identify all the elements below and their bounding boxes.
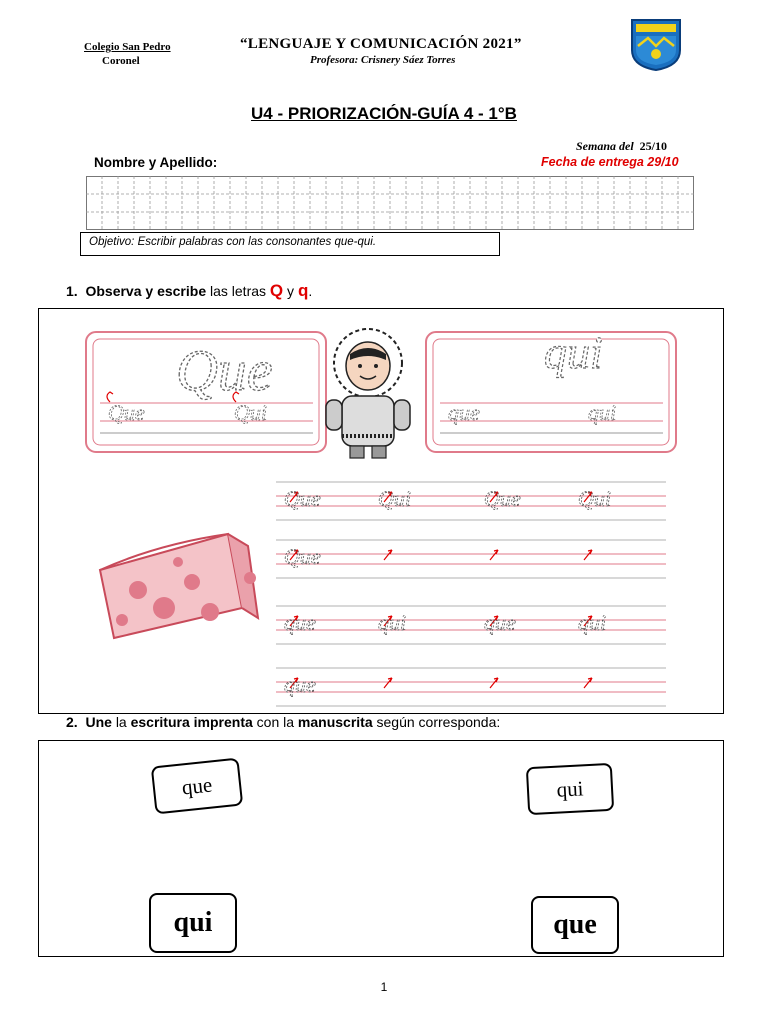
practice-word: Que: [284, 486, 321, 511]
practice-word: qui: [378, 610, 407, 635]
school-line-2: Coronel: [102, 55, 140, 67]
name-writing-grid[interactable]: [86, 176, 694, 230]
card-print-qui[interactable]: qui: [526, 763, 614, 815]
week-value: 25/10: [639, 139, 668, 153]
small-upper-qui: Qui: [234, 400, 267, 425]
practice-word: Qui: [378, 486, 411, 511]
eskimo-child-icon: [326, 329, 410, 458]
practice-word: Qui: [578, 486, 611, 511]
page-title: U4 - PRIORIZACIÓN-GUÍA 4 - 1°B: [251, 104, 517, 123]
cheese-icon: [100, 534, 258, 638]
q1-end: .: [308, 283, 313, 299]
q2-bold-1: Une: [85, 714, 112, 730]
card-script-qui[interactable]: qui: [149, 893, 237, 953]
question-2: [66, 714, 500, 730]
teacher-name: Profesora: Crisnery Sáez Torres: [310, 54, 456, 66]
q2-text-1: la: [115, 714, 127, 730]
q2-text-3: según corresponda:: [376, 714, 501, 730]
q1-letter-upper: Q: [269, 281, 284, 300]
q1-number: 1.: [66, 283, 78, 299]
practice-word: que: [284, 610, 316, 635]
q1-letter-lower: q: [297, 281, 309, 300]
exercise-2-box: [38, 740, 724, 957]
practice-word: qui: [578, 610, 607, 635]
page-number: 1: [380, 980, 388, 994]
question-1: [66, 281, 312, 301]
school-line-1: Colegio San Pedro: [84, 41, 171, 53]
q1-bold: Observa y escribe: [85, 283, 207, 299]
school-name: [84, 40, 171, 68]
q1-text: las letras: [210, 283, 267, 299]
practice-rows[interactable]: [276, 482, 666, 706]
q2-number: 2.: [66, 714, 78, 730]
card-print-que[interactable]: que: [151, 758, 244, 815]
practice-word: que: [284, 672, 316, 697]
small-lower-que: que: [448, 400, 480, 425]
practice-word: Que: [484, 486, 521, 511]
week-label: [576, 139, 667, 154]
exercise-1-box: [38, 308, 724, 714]
small-upper-que: Que: [108, 400, 145, 425]
practice-word: Que: [284, 544, 321, 569]
q2-bold-3: manuscrita: [297, 714, 373, 730]
name-label: Nombre y Apellido:: [94, 155, 218, 170]
q1-and: y: [287, 283, 295, 299]
practice-word: que: [484, 610, 516, 635]
big-lower-qui: qui: [544, 327, 603, 378]
week-text: Semana del: [576, 139, 634, 153]
big-upper-que: Que: [176, 338, 273, 403]
small-lower-qui: qui: [588, 400, 617, 425]
card-script-que[interactable]: que: [531, 896, 619, 954]
subject-title: “LENGUAJE Y COMUNICACIÓN 2021”: [240, 36, 522, 52]
due-date: Fecha de entrega 29/10: [541, 155, 679, 169]
school-crest-icon: [628, 16, 684, 72]
lower-q-panel: [426, 327, 676, 452]
upper-q-panel: [86, 332, 326, 452]
q2-text-2: con la: [256, 714, 295, 730]
objective-box: Objetivo: Escribir palabras con las consonantes que-qui.: [80, 232, 500, 256]
q2-bold-2: escritura imprenta: [130, 714, 253, 730]
